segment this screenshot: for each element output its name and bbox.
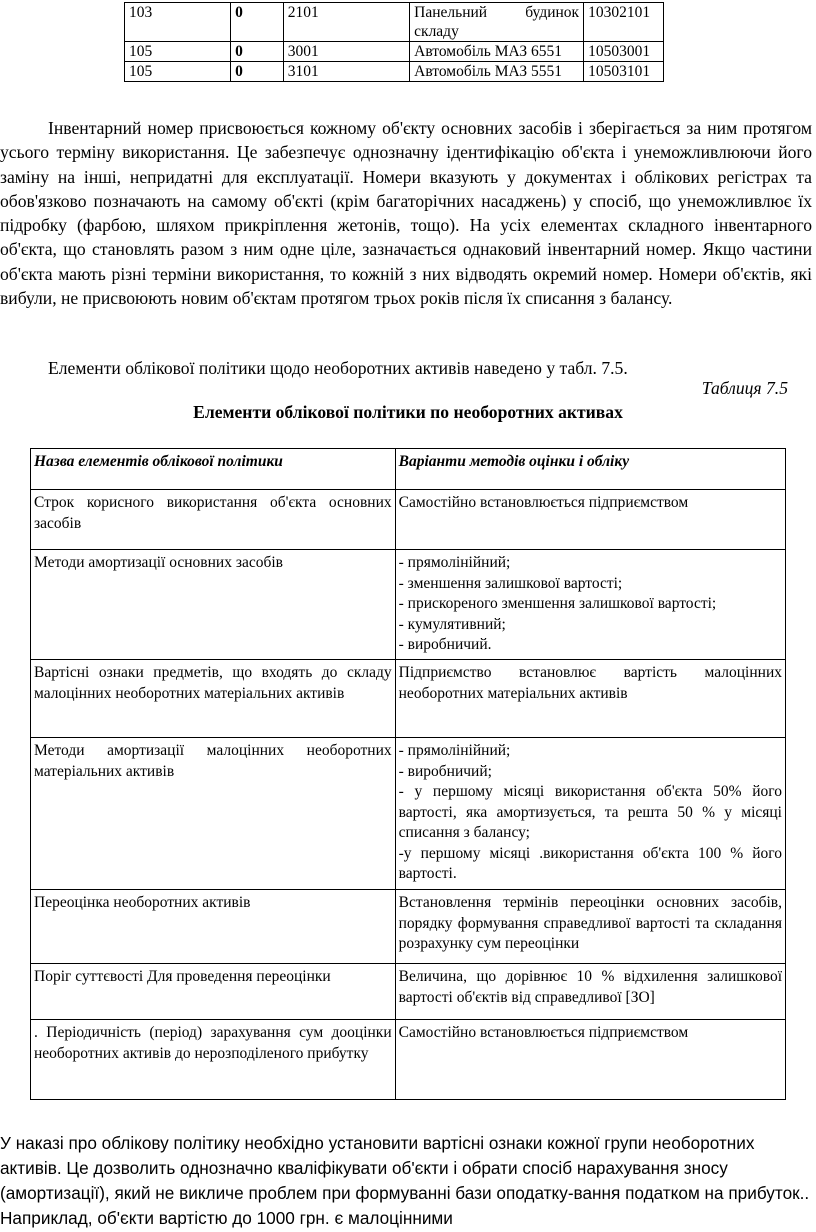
policy-element: Переоцінка необоротних активів: [31, 890, 396, 964]
policy-options: [395, 890, 785, 964]
table-cell: [410, 3, 584, 42]
option-line: Встановлення термінів переоцінки основних засобів, порядку формування справедливої вартості та складання розрахунку сум переоцінки: [398, 894, 782, 952]
accounting-policy-table: [30, 448, 786, 1100]
policy-options: [395, 1020, 785, 1100]
option-line: - зменшення залишкової вартості;: [398, 574, 623, 592]
table-cell: 2101: [283, 3, 409, 42]
policy-options: [395, 550, 785, 660]
option-line: -у першому місяці .використання об'єкта 100 % його вартості.: [398, 844, 782, 882]
policy-options: [395, 490, 785, 550]
table-cell: 3001: [283, 42, 409, 62]
cell-text: складу: [414, 23, 459, 40]
table-row: [31, 660, 786, 738]
policy-options: [395, 660, 785, 738]
table-cell: 105: [125, 42, 231, 62]
policy-element: Методи амортизації малоцінних необоротних матеріальних активів: [31, 738, 396, 890]
policy-element: Вартісні ознаки предметів, що входять до складу малоцінних необоротних матеріальних активів: [31, 660, 396, 738]
table-cell: 0: [231, 42, 284, 62]
table-row: [31, 1020, 786, 1100]
table-cell: Автомобіль МАЗ 5551: [410, 62, 584, 82]
option-line: Підприємство встановлює вартість малоцінних необоротних матеріальних активів: [398, 664, 782, 702]
table-cell: 103: [125, 3, 231, 42]
inventory-codes-table: [124, 2, 664, 82]
column-header: Назва елементів облікової політики: [31, 449, 396, 490]
table-row: [31, 550, 786, 660]
body-paragraph: Елементи облікової політики щодо необоротних активів наведено у табл. 7.5.: [48, 358, 628, 378]
table-cell: 10503001: [584, 42, 664, 62]
option-line: - прямолінійний;: [398, 554, 511, 571]
policy-options: [395, 964, 785, 1020]
table-row: [31, 490, 786, 550]
cell-text: Панельний: [414, 4, 488, 21]
option-line: - прямолінійний;: [398, 742, 511, 759]
table-title: Елементи облікової політики по необоротних активах: [193, 402, 623, 422]
table-row: [31, 964, 786, 1020]
table-cell: 105: [125, 62, 231, 82]
column-header: Варіанти методів оцінки і обліку: [395, 449, 785, 490]
table-header-row: [31, 449, 786, 490]
table-cell: 0: [231, 3, 284, 42]
table-cell: 10302101: [584, 3, 664, 42]
cell-text: будинок: [525, 4, 580, 21]
policy-options: [395, 738, 785, 890]
table-row: [125, 42, 664, 62]
body-paragraph: Інвентарний номер присвоюється кожному об'єкту основних засобів і зберігається за ним протягом усього терміну використання. Це забезпечує однозначну ідентифікацію об'єкта і унеможливлюючи його заміну на інші, непридатні для експлуатації. Номери вказують у документах і облікових регістрах та обов'язково позначають на самому об'єкті (крім багаторічних насаджень) у спосіб, що унеможливлює їх підробку (фарбою, шляхом прикріплення жетонів, тощо). На усіх елементах складного інвентарного об'єкта, що становлять разом з ним одне ціле, зазначається однаковий інвентарний номер. Якщо частини об'єкта мають різні терміни використання, то кожній з них відводять окремий номер. Номери об'єктів, які вибули, не присвоюють новим об'єктам протягом трьох років після їх списання з балансу.: [0, 118, 812, 309]
option-line: Самостійно встановлюється підприємством: [398, 1024, 689, 1041]
option-line: - кумулятивний;: [398, 615, 506, 633]
option-line: - виробничий;: [398, 762, 492, 780]
policy-element: Строк корисного використання об'єкта основних засобів: [31, 490, 396, 550]
option-line: - прискореного зменшення залишкової вартості;: [398, 595, 717, 612]
bottom-paragraph: У наказі про облікову політику необхідно установити вартісні ознаки кожної групи необоротних активів. Це дозволить однозначно кваліфікувати об'єкти і обрати спосіб нарахування зносу (амортизації), який не викличе проблем при формуванні бази оподатку-вання податком на прибуток.. Наприклад, об'єкти вартістю до 1000 грн. є малоцінними: [0, 1133, 810, 1228]
table-row: [31, 890, 786, 964]
table-row: [31, 738, 786, 890]
table-cell: 10503101: [584, 62, 664, 82]
table-row: [125, 3, 664, 42]
option-line: Величина, що дорівнює 10 % відхилення залишкової вартості об'єктів від справедливої [ЗО]: [398, 968, 782, 1006]
policy-element: . Періодичність (період) зарахування сум дооцінки необоротних активів до нерозподіленого прибутку: [31, 1020, 396, 1100]
option-line: - у першому місяці використання об'єкта 50% його вартості, яка амортизується, та решта 50 % у місяці списання з балансу;: [398, 783, 782, 841]
policy-element: Методи амортизації основних засобів: [31, 550, 396, 660]
table-cell: 3101: [283, 62, 409, 82]
table-cell: Автомобіль МАЗ 6551: [410, 42, 584, 62]
table-cell: 0: [231, 62, 284, 82]
table-number-caption: Таблиця 7.5: [701, 378, 788, 398]
option-line: - виробничий.: [398, 636, 492, 653]
policy-element: Поріг суттєвості Для проведення переоцінки: [31, 964, 396, 1020]
table-row: [125, 62, 664, 82]
option-line: Самостійно встановлюється підприємством: [398, 494, 689, 511]
